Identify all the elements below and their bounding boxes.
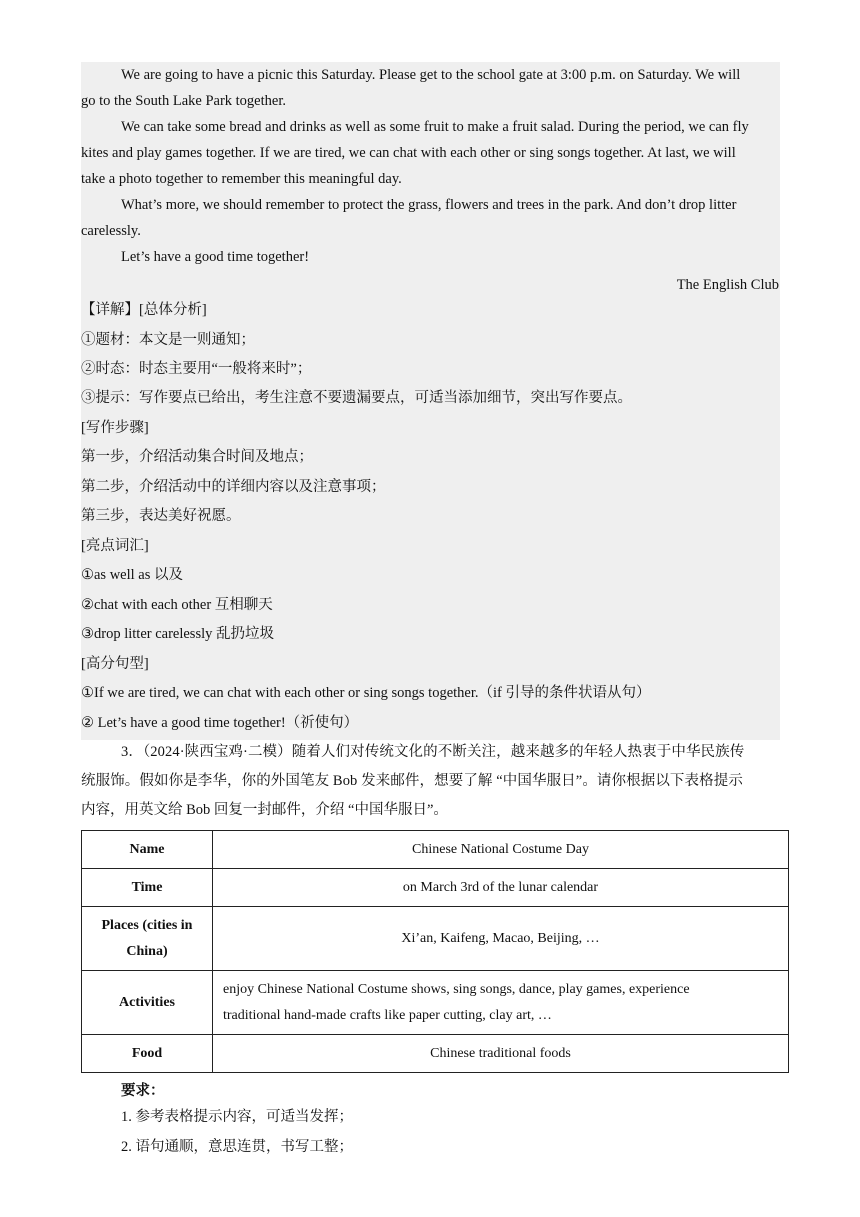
table-key-activities: Activities bbox=[82, 971, 213, 1035]
table-val-time: on March 3rd of the lunar calendar bbox=[213, 869, 789, 907]
table-val-activities-line2: traditional hand-made crafts like paper cutting, clay art, … bbox=[223, 1007, 552, 1023]
analysis-heading: 【详解】[总体分析] bbox=[81, 302, 207, 318]
sentence-heading: [高分句型] bbox=[81, 656, 149, 672]
essay-p4: Let’s have a good time together! bbox=[121, 249, 310, 265]
vocab-1: ①as well as 以及 bbox=[81, 567, 183, 583]
essay-p2-line2: kites and play games together. If we are tired, we can chat with each other or sing songs together. At last, we will bbox=[81, 145, 736, 161]
vocab-3: ③drop litter carelessly 乱扔垃圾 bbox=[81, 626, 274, 642]
table-val-places: Xi’an, Kaifeng, Macao, Beijing, … bbox=[213, 907, 789, 971]
sentence-1: ①If we are tired, we can chat with each other or sing songs together.（if 引导的条件状语从句） bbox=[81, 685, 651, 701]
essay-p2-line3: take a photo together to remember this meaningful day. bbox=[81, 171, 402, 187]
step-1: 第一步，介绍活动集合时间及地点； bbox=[81, 449, 313, 465]
vocab-2: ②chat with each other 互相聊天 bbox=[81, 597, 273, 613]
table-key-time: Time bbox=[82, 869, 213, 907]
table-row bbox=[82, 1035, 789, 1073]
step-2: 第二步，介绍活动中的详细内容以及注意事项； bbox=[81, 479, 386, 495]
analysis-item-3: ③提示：写作要点已给出，考生注意不要遗漏要点，可适当添加细节，突出写作要点。 bbox=[81, 390, 632, 406]
analysis-item-1: ①题材：本文是一则通知； bbox=[81, 332, 255, 348]
question-line-1: 3．（2024·陕西宝鸡·二模）随着人们对传统文化的不断关注，越来越多的年轻人热衷于中华民族传 bbox=[121, 744, 745, 760]
steps-heading: [写作步骤] bbox=[81, 420, 149, 436]
table-key-name: Name bbox=[82, 831, 213, 869]
info-table bbox=[81, 830, 789, 1073]
essay-p3-line1: What’s more, we should remember to protect the grass, flowers and trees in the park. And don’t drop litter bbox=[121, 197, 737, 213]
table-val-activities bbox=[213, 971, 789, 1035]
essay-p1-line2: go to the South Lake Park together. bbox=[81, 93, 286, 109]
essay-signature: The English Club bbox=[676, 277, 779, 293]
table-val-food: Chinese traditional foods bbox=[213, 1035, 789, 1073]
table-row bbox=[82, 907, 789, 971]
requirement-1: 1. 参考表格提示内容，可适当发挥； bbox=[121, 1109, 353, 1125]
question-line-3: 内容，用英文给 Bob 回复一封邮件，介绍 “中国华服日”。 bbox=[81, 802, 448, 818]
table-key-places-line1: Places (cities in bbox=[101, 917, 193, 933]
essay-p1-line1: We are going to have a picnic this Saturday. Please get to the school gate at 3:00 p.m. on Saturday. We will bbox=[121, 67, 741, 83]
table-key-places bbox=[82, 907, 213, 971]
table-key-places-line2: China) bbox=[126, 943, 168, 959]
table-key-food: Food bbox=[82, 1035, 213, 1073]
step-3: 第三步，表达美好祝愿。 bbox=[81, 508, 241, 524]
vocab-heading: [亮点词汇] bbox=[81, 538, 149, 554]
essay-p3-line2: carelessly. bbox=[81, 223, 141, 239]
table-val-name: Chinese National Costume Day bbox=[213, 831, 789, 869]
analysis-item-2: ②时态：时态主要用“一般将来时”； bbox=[81, 361, 312, 377]
table-val-activities-line1: enjoy Chinese National Costume shows, sing songs, dance, play games, experience bbox=[223, 981, 690, 997]
requirements-title: 要求： bbox=[121, 1083, 165, 1099]
table-row bbox=[82, 971, 789, 1035]
question-line-2: 统服饰。假如你是李华，你的外国笔友 Bob 发来邮件，想要了解 “中国华服日”。请你根据以下表格提示 bbox=[81, 773, 743, 789]
requirement-2: 2. 语句通顺，意思连贯，书写工整； bbox=[121, 1139, 353, 1155]
table-row bbox=[82, 831, 789, 869]
table-row bbox=[82, 869, 789, 907]
sentence-2: ② Let’s have a good time together!（祈使句） bbox=[81, 715, 359, 731]
essay-p2-line1: We can take some bread and drinks as well as some fruit to make a fruit salad. During the period, we can fly bbox=[121, 119, 749, 135]
